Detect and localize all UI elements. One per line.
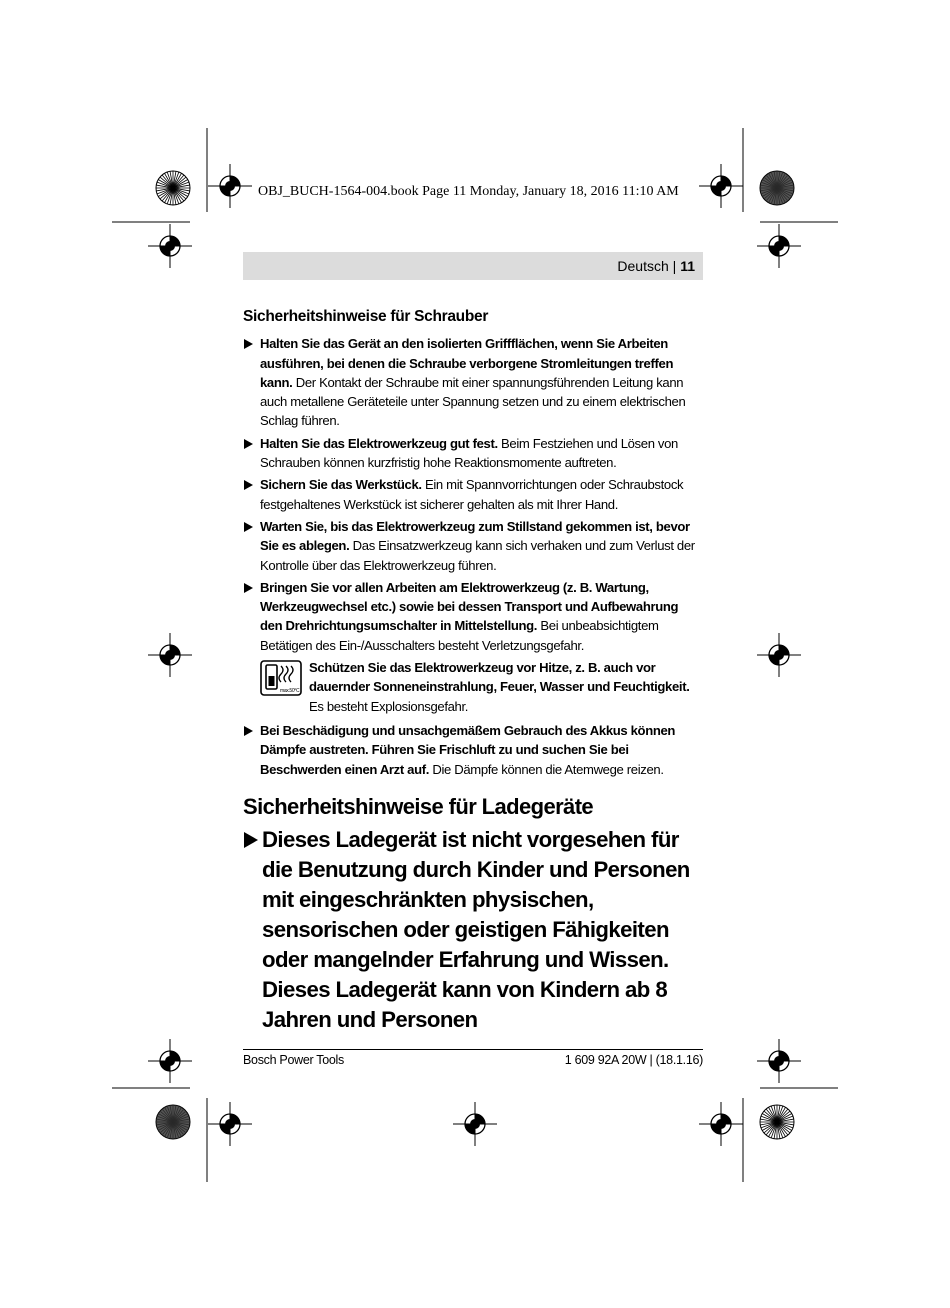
- bullet-triangle-icon: [244, 583, 253, 593]
- bullet-triangle-icon: [244, 832, 258, 848]
- footer-rule: [243, 1049, 703, 1050]
- registration-mark-icon: [453, 1102, 497, 1146]
- color-target-icon: [760, 171, 794, 205]
- bullet-triangle-icon: [244, 339, 253, 349]
- registration-mark-icon: [757, 224, 801, 268]
- safety-item-bold: Bei Beschädigung und unsachgemäßem Gebrauch des Akkus können Dämpfe austreten. Führen Sie Frischluft zu und suchen Sie bei Beschwerden einen Arzt auf.: [260, 722, 676, 777]
- heat-warning-item: [243, 658, 703, 716]
- footer-document-number: 1 609 92A 20W | (18.1.16): [564, 1053, 703, 1067]
- registration-mark-icon: [699, 1102, 743, 1146]
- slug-line: OBJ_BUCH-1564-004.book Page 11 Monday, January 18, 2016 11:10 AM: [258, 184, 679, 199]
- bullet-triangle-icon: [244, 522, 253, 532]
- color-target-icon: [156, 1105, 190, 1139]
- safety-item: [243, 721, 703, 779]
- registration-mark-icon: [208, 1102, 252, 1146]
- section-title-chargers: Sicherheitshinweise für Ladegeräte: [243, 793, 594, 819]
- safety-item-text: Die Dämpfe können die Atemwege reizen.: [429, 761, 664, 777]
- registration-mark-icon: [148, 224, 192, 268]
- bullet-triangle-icon: [244, 726, 253, 736]
- registration-mark-icon: [757, 633, 801, 677]
- safety-item-bold: Bringen Sie vor allen Arbeiten am Elektrowerkzeug (z. B. Wartung, Werkzeugwechsel etc.) sowie bei dessen Transport und Aufbewahrung den Drehrichtungsumschalter in Mittelstellung.: [260, 579, 679, 634]
- safety-item: [243, 434, 703, 473]
- color-target-icon: [156, 171, 190, 205]
- page-number: 11: [680, 258, 695, 274]
- page-header: [243, 252, 703, 280]
- header-text: [617, 258, 695, 274]
- bullet-triangle-icon: [244, 480, 253, 490]
- color-target-icon: [760, 1105, 794, 1139]
- registration-mark-icon: [148, 633, 192, 677]
- battery-heat-warning-icon: [260, 660, 302, 696]
- safety-item-bold: Halten Sie das Elektrowerkzeug gut fest.: [260, 435, 498, 451]
- registration-mark-icon: [148, 1039, 192, 1083]
- safety-item: [243, 334, 703, 430]
- main-content: [243, 307, 703, 1035]
- safety-item-text: Der Kontakt der Schraube mit einer spannungsführenden Leitung kann auch metallene Geräteteile unter Spannung setzen und zu einem elektrischen Schlag führen.: [260, 374, 686, 429]
- safety-item: [243, 475, 703, 514]
- registration-mark-icon: [757, 1039, 801, 1083]
- icon-label: max.50°C: [280, 688, 300, 695]
- registration-mark-icon: [208, 164, 252, 208]
- safety-item-text: Das Einsatzwerkzeug kann sich verhaken und zum Verlust der Kontrolle über das Elektrowerkzeug führen.: [260, 538, 695, 573]
- safety-item-bold: Schützen Sie das Elektrowerkzeug vor Hitze, z. B. auch vor dauernder Sonneneinstrahlung, Feuer, Wasser und Feuchtigkeit.: [309, 660, 690, 695]
- safety-item-text: Bei unbeabsichtigtem Betätigen des Ein-/Ausschalters besteht Verletzungsgefahr.: [260, 618, 659, 653]
- safety-item-text: Es besteht Explosionsgefahr.: [309, 698, 469, 714]
- charger-safety-text: Dieses Ladegerät ist nicht vorgesehen für die Benutzung durch Kinder und Personen mit eingeschränkten physischen, sensorischen oder geistigen Fähigkeiten oder mangelnder Erfahrung und Wissen. Dieses Ladegerät kann von Kindern ab 8 Jahren und Personen: [262, 826, 690, 1032]
- safety-item-bold: Sichern Sie das Werkstück.: [260, 477, 422, 493]
- header-separator: |: [668, 258, 681, 274]
- safety-item-bold: Warten Sie, bis das Elektrowerkzeug zum Stillstand gekommen ist, bevor Sie es ablegen.: [260, 518, 690, 554]
- safety-item-text: Ein mit Spannvorrichtungen oder Schraubstock festgehaltenes Werkstück ist sicherer gehalten als mit Ihrer Hand.: [260, 477, 684, 512]
- bullet-triangle-icon: [244, 439, 253, 449]
- charger-safety-item: [243, 825, 703, 1035]
- section-title-screwdriver: Sicherheitshinweise für Schrauber: [243, 308, 489, 325]
- safety-item-text: Beim Festziehen und Lösen von Schrauben können kurzfristig hohe Reaktionsmomente auftreten.: [260, 435, 678, 471]
- safety-item: [243, 578, 703, 655]
- safety-item-bold: Halten Sie das Gerät an den isolierten Griffflächen, wenn Sie Arbeiten ausführen, bei denen die Schraube verborgene Stromleitungen treffen kann.: [260, 336, 674, 390]
- footer-publisher: Bosch Power Tools: [243, 1053, 344, 1067]
- safety-item: [243, 517, 703, 575]
- header-language: Deutsch: [617, 258, 669, 274]
